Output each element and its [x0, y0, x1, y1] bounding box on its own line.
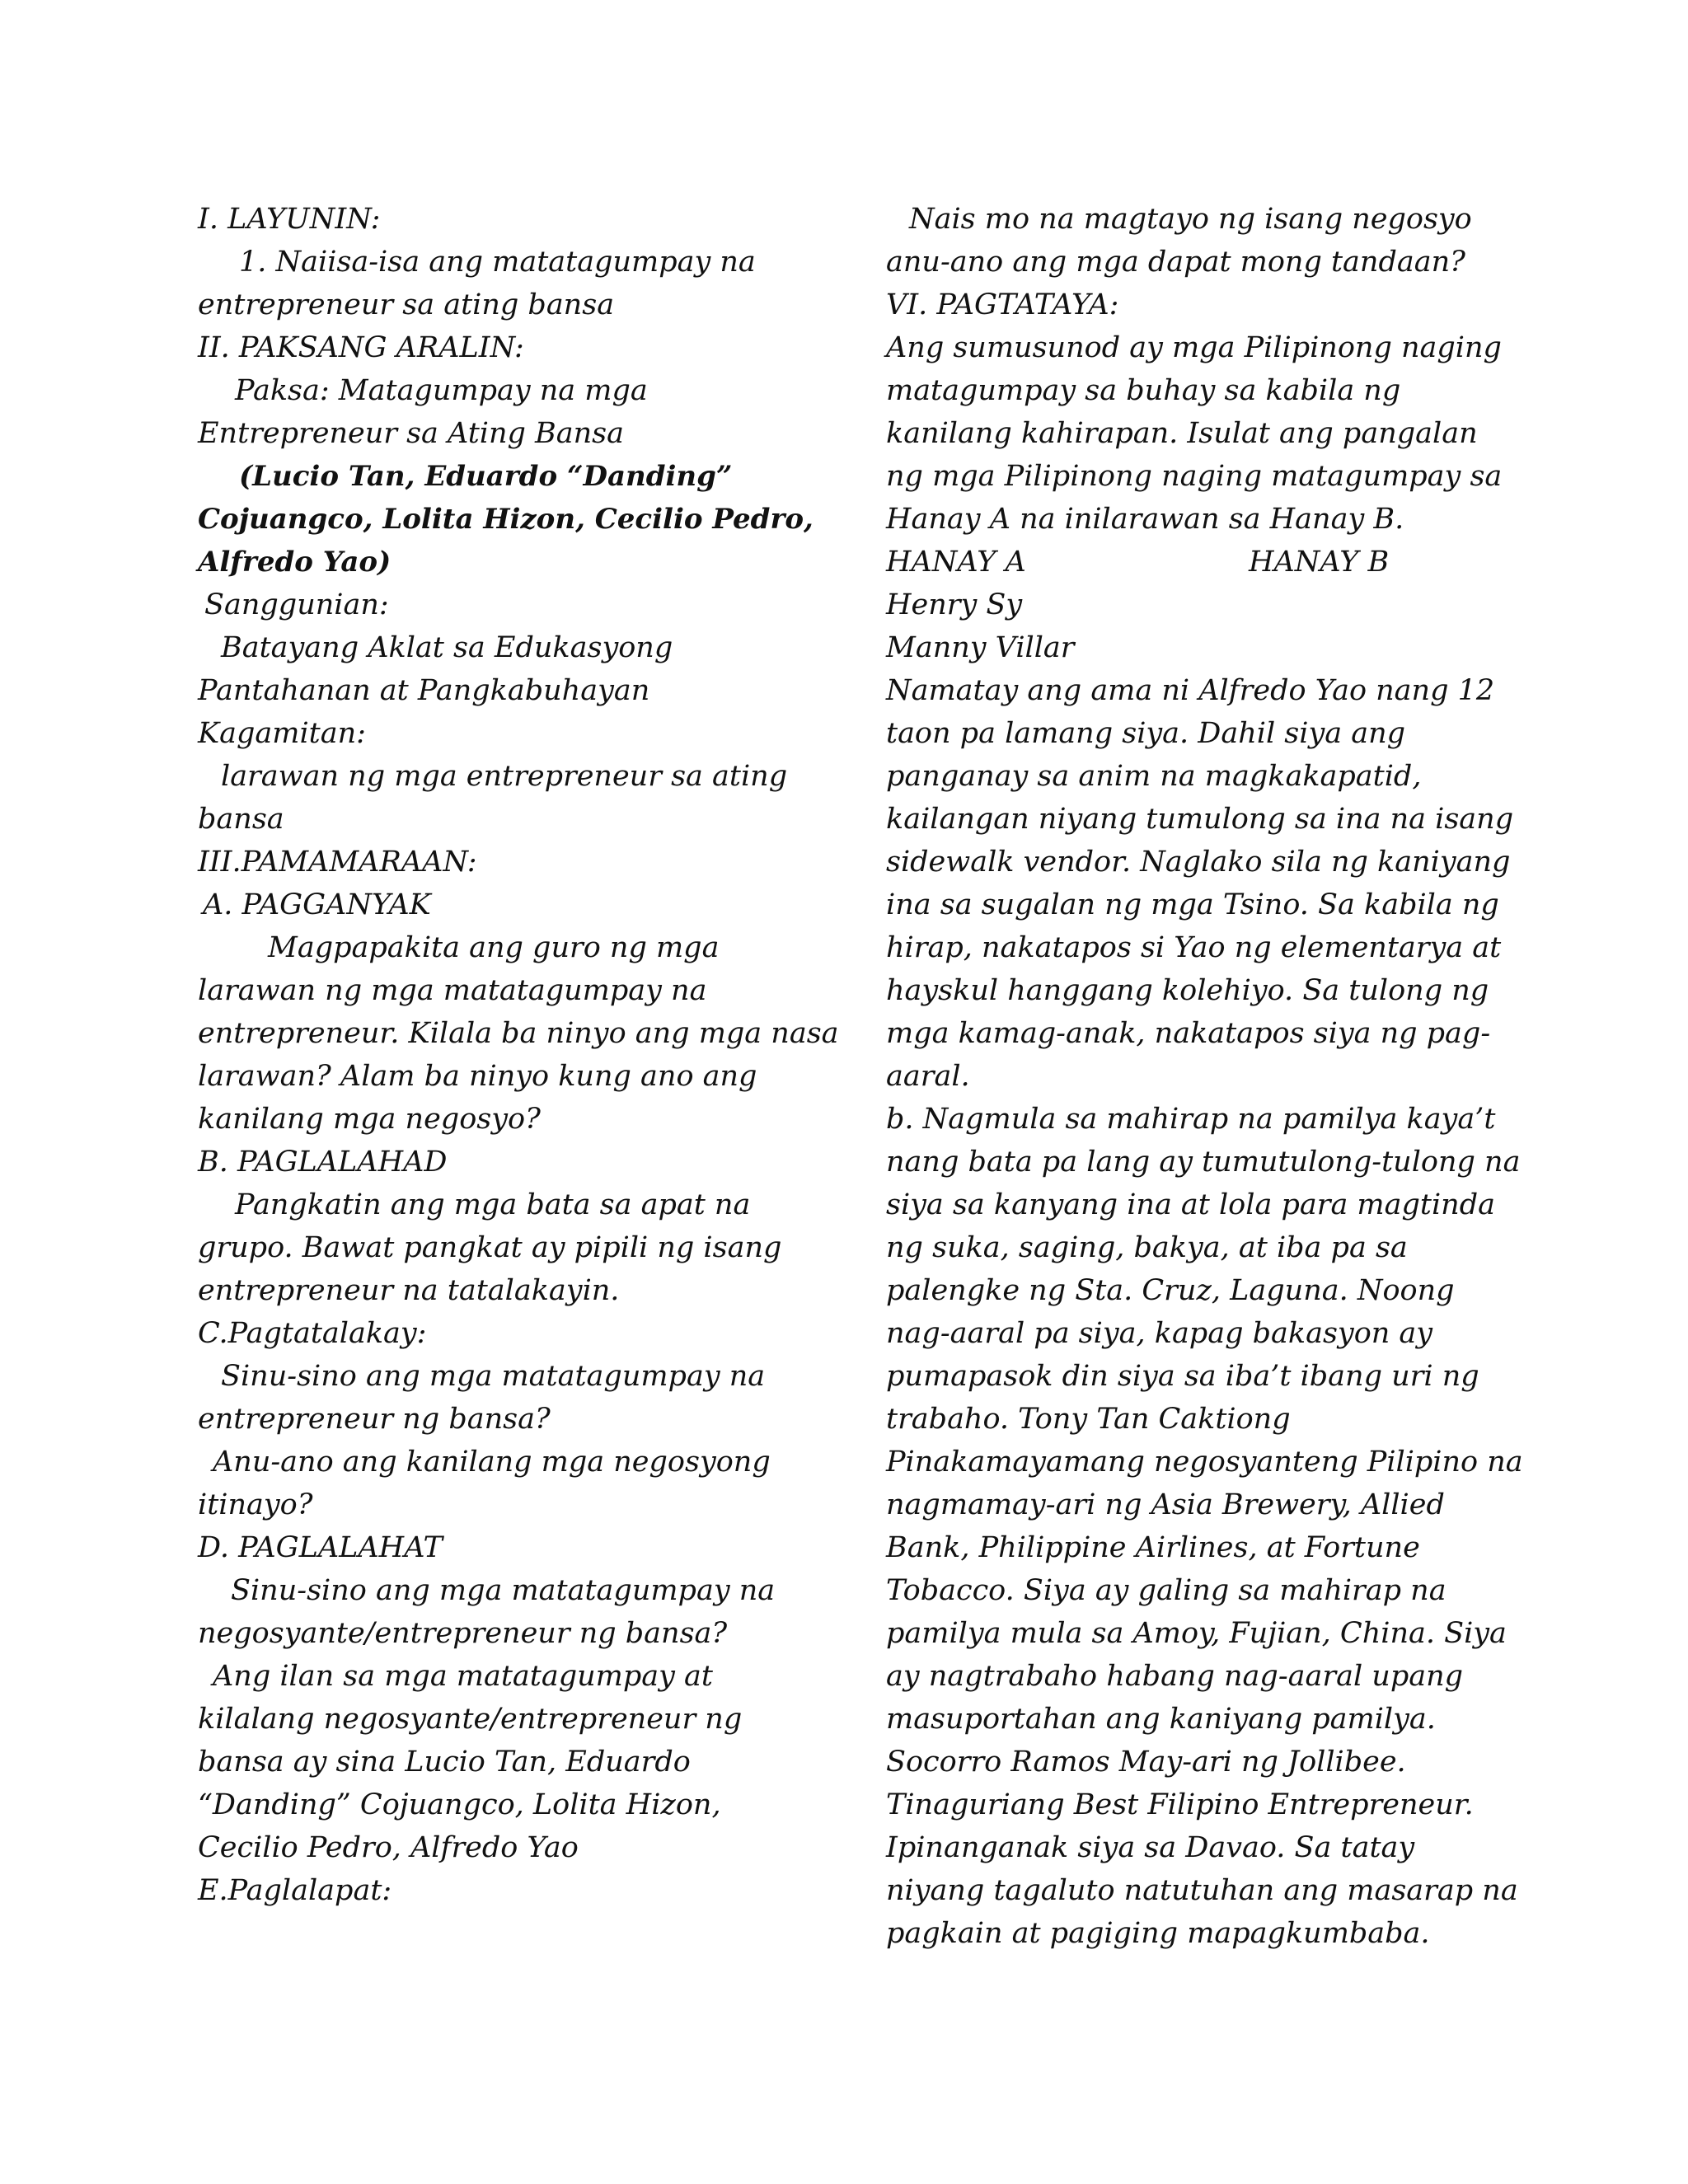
- text-line: sidewalk vendor. Naglako sila ng kaniyang: [886, 846, 1511, 879]
- text-line: entrepreneur ng bansa?: [198, 1403, 551, 1436]
- text-line: III.PAMAMARAAN:: [198, 846, 477, 879]
- text-line: II. PAKSANG ARALIN:: [198, 331, 524, 364]
- text-line: Ipinanganak siya sa Davao. Sa tatay: [886, 1831, 1415, 1864]
- text-line: aaral.: [886, 1060, 970, 1093]
- text-line: Cecilio Pedro, Alfredo Yao: [198, 1831, 579, 1864]
- hanay-b-label: HANAY B: [1249, 546, 1390, 579]
- text-line: bansa: [198, 803, 284, 836]
- text-line: b. Nagmula sa mahirap na pamilya kaya’t: [886, 1103, 1496, 1136]
- text-line: Cojuangco, Lolita Hizon, Cecilio Pedro,: [198, 503, 814, 536]
- text-line: Sinu-sino ang mga matatagumpay na: [231, 1574, 776, 1607]
- text-line: ay nagtrabaho habang nag-aaral upang: [886, 1660, 1464, 1693]
- text-line: larawan ng mga matatagumpay na: [198, 974, 707, 1007]
- text-line: nagmamay-ari ng Asia Brewery, Allied: [886, 1488, 1445, 1521]
- text-line: Bank, Philippine Airlines, at Fortune: [886, 1531, 1420, 1564]
- text-line: Pinakamayamang negosyanteng Pilipino na: [886, 1446, 1523, 1479]
- text-line: Ang ilan sa mga matatagumpay at: [213, 1660, 713, 1693]
- text-line: niyang tagaluto natutuhan ang masarap na: [886, 1874, 1518, 1907]
- right-column: [886, 198, 1523, 1955]
- text-line: kailangan niyang tumulong sa ina na isang: [886, 803, 1514, 836]
- text-line: Tinaguriang Best Filipino Entrepreneur.: [886, 1788, 1474, 1821]
- text-line: Batayang Aklat sa Edukasyong: [221, 631, 673, 664]
- text-line: nag-aaral pa siya, kapag bakasyon ay: [886, 1317, 1433, 1350]
- text-line: hayskul hanggang kolehiyo. Sa tulong ng: [886, 974, 1489, 1007]
- hanay-a-label: HANAY A: [886, 546, 1026, 579]
- text-line: C.Pagtatalakay:: [198, 1317, 427, 1350]
- text-line: taon pa lamang siya. Dahil siya ang: [886, 717, 1406, 750]
- text-line: trabaho. Tony Tan Caktiong: [886, 1403, 1291, 1436]
- text-line: larawan? Alam ba ninyo kung ano ang: [198, 1060, 757, 1093]
- text-line: Sinu-sino ang mga matatagumpay na: [221, 1360, 766, 1393]
- text-line: masuportahan ang kaniyang pamilya.: [886, 1703, 1436, 1736]
- text-line: Manny Villar: [886, 631, 1075, 664]
- text-line: entrepreneur. Kilala ba ninyo ang mga nasa: [198, 1017, 839, 1050]
- left-column: [198, 198, 839, 1912]
- hanay-header-row: [886, 541, 1496, 583]
- text-line: Henry Sy: [886, 588, 1023, 621]
- text-line: siya sa kanyang ina at lola para magtinda: [886, 1188, 1495, 1221]
- text-line: bansa ay sina Lucio Tan, Eduardo: [198, 1746, 691, 1779]
- text-line: D. PAGLALAHAT: [198, 1531, 443, 1564]
- text-line: matagumpay sa buhay sa kabila ng: [886, 374, 1401, 407]
- text-line: Sanggunian:: [204, 588, 389, 621]
- text-line: hirap, nakatapos si Yao ng elementarya at: [886, 931, 1502, 964]
- text-line: Namatay ang ama ni Alfredo Yao nang 12: [886, 674, 1495, 707]
- text-line: pagkain at pagiging mapagkumbaba.: [886, 1917, 1430, 1950]
- text-line: ng mga Pilipinong naging matagumpay sa: [886, 460, 1503, 493]
- text-line: B. PAGLALAHAD: [198, 1146, 448, 1179]
- text-line: Ang sumusunod ay mga Pilipinong naging: [886, 331, 1502, 364]
- text-line: 1. Naiisa-isa ang matatagumpay na: [239, 246, 756, 279]
- text-line: Entrepreneur sa Ating Bansa: [198, 417, 625, 450]
- text-line: “Danding” Cojuangco, Lolita Hizon,: [198, 1788, 721, 1821]
- text-line: larawan ng mga entrepreneur sa ating: [221, 760, 788, 793]
- right-column-intro: [886, 198, 1503, 541]
- text-line: ng suka, saging, bakya, at iba pa sa: [886, 1231, 1408, 1264]
- text-line: mga kamag-anak, nakatapos siya ng pag-: [886, 1017, 1491, 1050]
- text-line: Socorro Ramos May-ari ng Jollibee.: [886, 1746, 1406, 1779]
- text-line: E.Paglalapat:: [198, 1874, 392, 1907]
- text-line: pumapasok din siya sa iba’t ibang uri ng: [886, 1360, 1479, 1393]
- text-line: negosyante/entrepreneur ng bansa?: [198, 1617, 728, 1650]
- text-line: VI. PAGTATAYA:: [886, 288, 1119, 321]
- text-line: itinayo?: [198, 1488, 313, 1521]
- text-line: kanilang kahirapan. Isulat ang pangalan: [886, 417, 1478, 450]
- text-line: palengke ng Sta. Cruz, Laguna. Noong: [886, 1274, 1455, 1307]
- text-line: Kagamitan:: [198, 717, 366, 750]
- text-line: Nais mo na magtayo ng isang negosyo: [909, 203, 1472, 236]
- text-line: Pantahanan at Pangkabuhayan: [198, 674, 650, 707]
- text-line: Pangkatin ang mga bata sa apat na: [235, 1188, 751, 1221]
- text-line: entrepreneur sa ating bansa: [198, 288, 615, 321]
- text-line: A. PAGGANYAK: [203, 888, 431, 921]
- text-line: Anu-ano ang kanilang mga negosyong: [213, 1446, 771, 1479]
- text-line: kanilang mga negosyo?: [198, 1103, 541, 1136]
- text-line: (Lucio Tan, Eduardo “Danding”: [239, 460, 733, 493]
- text-line: Hanay A na inilarawan sa Hanay B.: [886, 503, 1404, 536]
- text-line: grupo. Bawat pangkat ay pipili ng isang: [198, 1231, 782, 1264]
- text-line: anu-ano ang mga dapat mong tandaan?: [886, 246, 1465, 279]
- text-line: Paksa: Matagumpay na mga: [235, 374, 648, 407]
- text-line: ina sa sugalan ng mga Tsino. Sa kabila ng: [886, 888, 1499, 921]
- text-line: panganay sa anim na magkakapatid,: [886, 760, 1422, 793]
- text-line: I. LAYUNIN:: [198, 203, 381, 236]
- text-line: kilalang negosyante/entrepreneur ng: [198, 1703, 743, 1736]
- text-line: Alfredo Yao): [198, 546, 392, 579]
- text-line: nang bata pa lang ay tumutulong-tulong na: [886, 1146, 1521, 1179]
- text-line: pamilya mula sa Amoy, Fujian, China. Siya: [886, 1617, 1507, 1650]
- text-line: Tobacco. Siya ay galing sa mahirap na: [886, 1574, 1447, 1607]
- right-column-body: [886, 583, 1523, 1955]
- text-line: Magpapakita ang guro ng mga: [268, 931, 720, 964]
- text-line: entrepreneur na tatalakayin.: [198, 1274, 620, 1307]
